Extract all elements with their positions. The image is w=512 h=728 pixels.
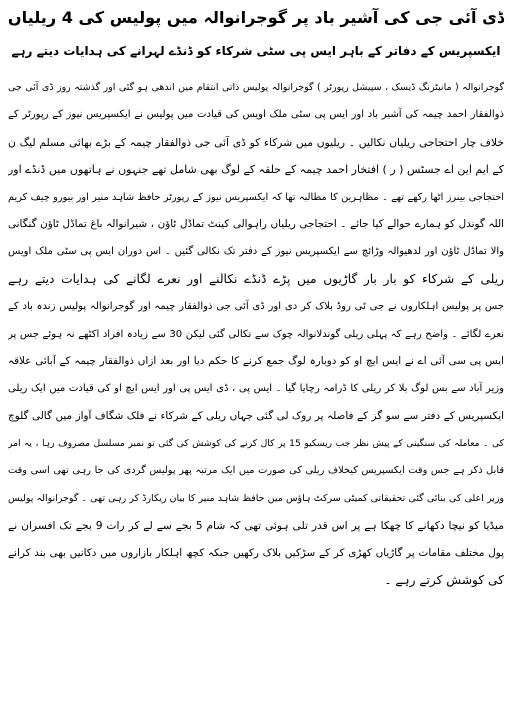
body-line: خلاف چار احتجاجی ریلیاں نکالیں ۔ ریلیوں میں شرکاء کو ڈی آئی جی ذوالفقار چیمہ کے بڑے بھائی مسلم لیگ ن [8, 135, 504, 149]
body-line: والا تماڈل ٹاؤن اور لدھیوالہ وڑائچ سے ایکسپریس نیوز کے دفتر تک نکالی گئیں ۔ اس دوران ایس پی سٹی ملک اویس [8, 246, 504, 258]
body-line: ایس پی سی آئی اے نے ایس ایچ او کو دوبارہ لوگ جمع کرنے کا حکم دیا اور بعد ازاں ذوالفقار چیمہ کے آبائی علاقہ [8, 354, 504, 367]
body-line: وزیر اعلی کی بنائی گئی تحقیقاتی کمیٹی سرکٹ ہاؤس میں حافظ شاہد منیر کا بیان ریکارڈ کر رہی تھی ۔ گوجرانوالہ پولیس [8, 492, 504, 504]
body-line: گوجرانوالہ ( مانیٹرنگ ڈیسک ، سپیشل رپورٹر ) گوجرانوالہ پولیس ذاتی انتقام میں اندھی ہو گئی اور گذشتہ روز ڈی آئی جی [8, 82, 504, 93]
body-line: کے ایم این اے جسٹس ( ر ) افتخار احمد چیمہ کے حلقہ کے لوگ بھی شامل تھے جنہوں نے ہاتھوں میں ڈنڈے اور [8, 163, 504, 177]
body-line: قابل ذکر ہے جس وقت ایکسپریس کیخلاف ریلی کی صورت میں ایک مرتبہ پھر پولیس گردی کی جا رہی تھی اسی وقت [8, 465, 504, 477]
body-line: کی کوشش کرتے رہے ۔ [384, 573, 504, 588]
body-line: احتجاجی بینرز اٹھا رکھے تھے ۔ مظاہرین کا مطالبہ تھا کہ ایکسپریس نیوز کے رپورٹر حافظ شاہد منیر اور بیورو چیف کریم [8, 191, 504, 203]
body-line: وزیر آباد سے بس لوگ بلا کر ریلی کا ڈرامہ رچایا گیا ۔ ایس پی ، ڈی ایس پی اور ایس ایچ او کی قیادت میں ایک ریلی [8, 383, 504, 395]
body-line: پول مختلف مقامات پر گاڑیاں کھڑی کر کے سڑکیں بلاک رکھیں جبکہ کچھ اہلکار بازاروں میں دکانیں بھی بند کرانے [8, 546, 504, 559]
body-line: ایکسپریس کے دفتر سے سو گز کے فاصلہ پر روک لی گئی جہاں ریلی کے شرکاء نے فلک شگاف آواز میں گالی گلوچ [8, 409, 504, 422]
subheadline: ایکسپریس کے دفاتر کے باہر ایس پی سٹی شرکاء کو ڈنڈے لہرانے کی ہدایات دیتے رہے [11, 44, 501, 58]
body-line: ذوالفقار احمد چیمہ کی آشیر باد اور ایس پی سٹی ملک اویس کی قیادت میں پولیس نے ایکسپریس نیوز کے رپورٹر کے [8, 109, 504, 121]
article-body [8, 74, 504, 594]
body-line: ریلی کے شرکاء کو بار بار گاڑیوں میں پڑے ڈنڈے نکالنے اور نعرے لگانے کی ہدایات دیتے رہے [8, 271, 504, 286]
body-line: میڈیا کو نیچا دکھانے کا چھکا ہے پر اس قدر تلی ہوئی تھی کہ شام 5 بجے سے لے کر رات 9 بجے تک افسران نے [8, 519, 504, 533]
body-line: جس پر پولیس اہلکاروں نے جی ٹی روڈ بلاک کر دی اور ڈی آئی جی ذوالفقار چیمہ اور گوجرانوالہ پولیس زندہ باد کے [8, 301, 504, 313]
body-line: نعرے لگائے ۔ واضح رہے کہ پہلی ریلی گوندلانوالہ چوک سے نکالی گئی لیکن 30 سے زیادہ افراد اکٹھے نہ ہوئے جس پر [8, 328, 504, 340]
body-line: اللہ گوندل کو ہمارے حوالے کیا جائے ۔ احتجاجی ریلیاں راہوالی کینٹ تماڈل ٹاؤن ، شیرانوالہ باغ تماڈل ٹاؤن گنگانی [8, 217, 504, 230]
body-line: کی ۔ معاملہ کی سنگینی کے پیش نظر جب ریسکیو 15 پر کال کرنے کی کوشش کی گئی تو نمبر مسلسل مصروف رہا ، یہ امر [8, 438, 504, 450]
headline: ڈی آئی جی کی آشیر باد پر گوجرانوالہ میں پولیس کی 4 ریلیاں [7, 8, 504, 27]
